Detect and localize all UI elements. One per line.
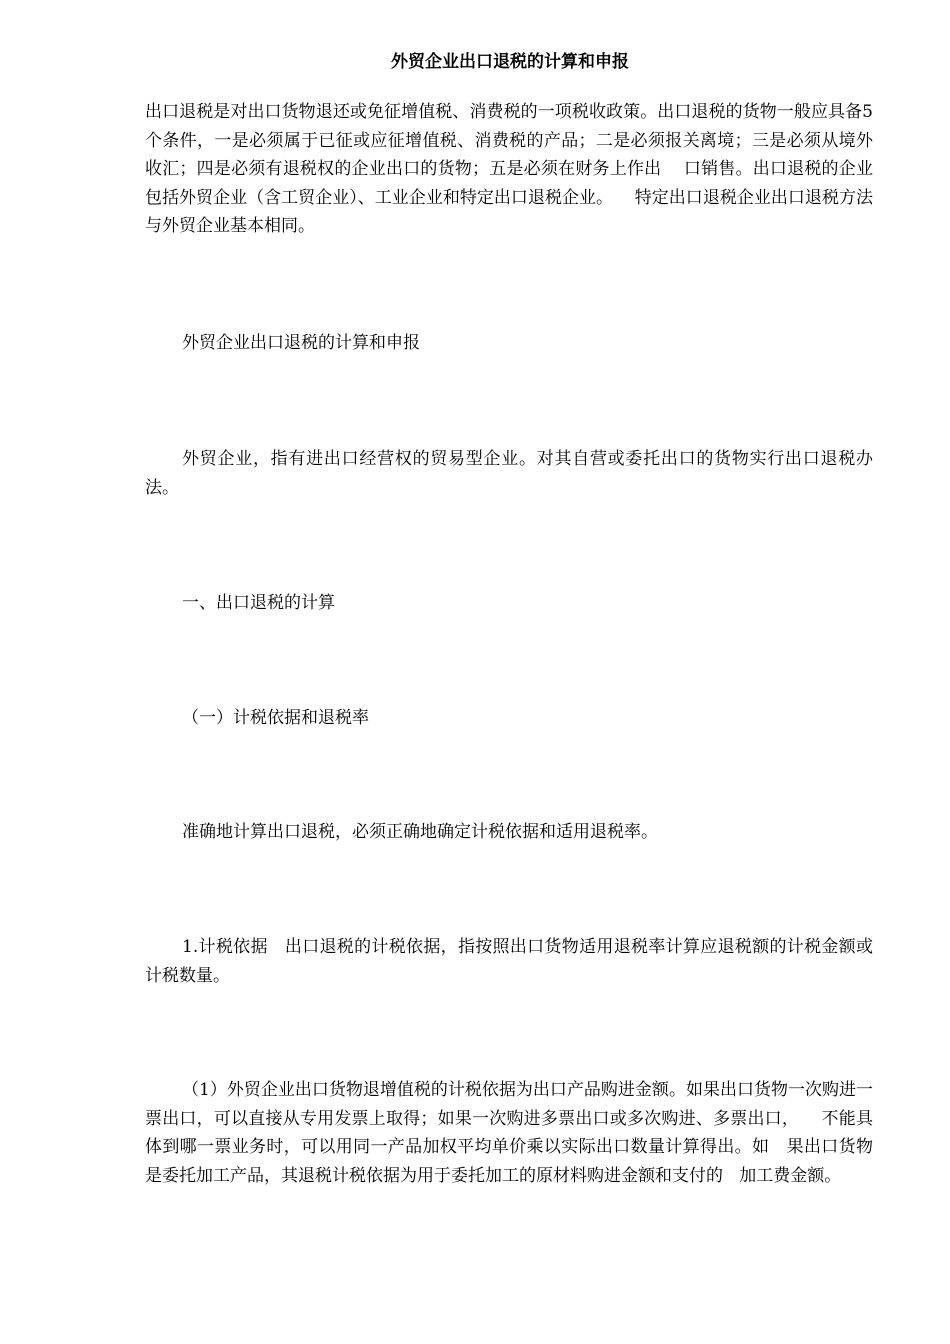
intro-paragraph: 出口退税是对出口货物退还或免征增值税、消费税的一项税收政策。出口退税的货物一般应具备5个条件，一是必须属于已征或应征增值税、消费税的产品；二是必须报关离境；三是必须从境外收汇；四是必须有退税权的企业出口的货物；五是必须在财务上作出 口销售。出口退税的企业包括外贸企业（含工贸企业）、工业企业和特定出口退税企业。 特定出口退税企业出口退税方法与外贸企业基本相同。: [145, 102, 873, 236]
basis-paragraph: 1.计税依据 出口退税的计税依据，指按照出口货物适用退税率计算应退税额的计税金额或计税数量。: [145, 937, 873, 986]
heading-level-2: （一）计税依据和退税率: [182, 708, 369, 728]
document-title: 外贸企业出口退税的计算和申报: [391, 52, 629, 72]
heading-level-1: 一、出口退税的计算: [182, 593, 335, 613]
section-heading: 外贸企业出口退税的计算和申报: [182, 333, 420, 353]
body-paragraph: 准确地计算出口退税，必须正确地确定计税依据和适用退税率。: [182, 822, 658, 842]
detail-paragraph: （1）外贸企业出口货物退增值税的计税依据为出口产品购进金额。如果出口货物一次购进一票出口，可以直接从专用发票上取得；如果一次购进多票出口或多次购进、多票出口， 不能具体到哪一票业务时，可以用同一产品加权平均单价乘以实际出口数量计算得出。如 果出口货物是委托加工产品，其退税计税依据为用于委托加工的原材料购进金额和支付的 加工费金额。: [145, 1080, 873, 1186]
definition-paragraph: 外贸企业，指有进出口经营权的贸易型企业。对其自营或委托出口的货物实行出口退税办法。: [145, 449, 873, 498]
